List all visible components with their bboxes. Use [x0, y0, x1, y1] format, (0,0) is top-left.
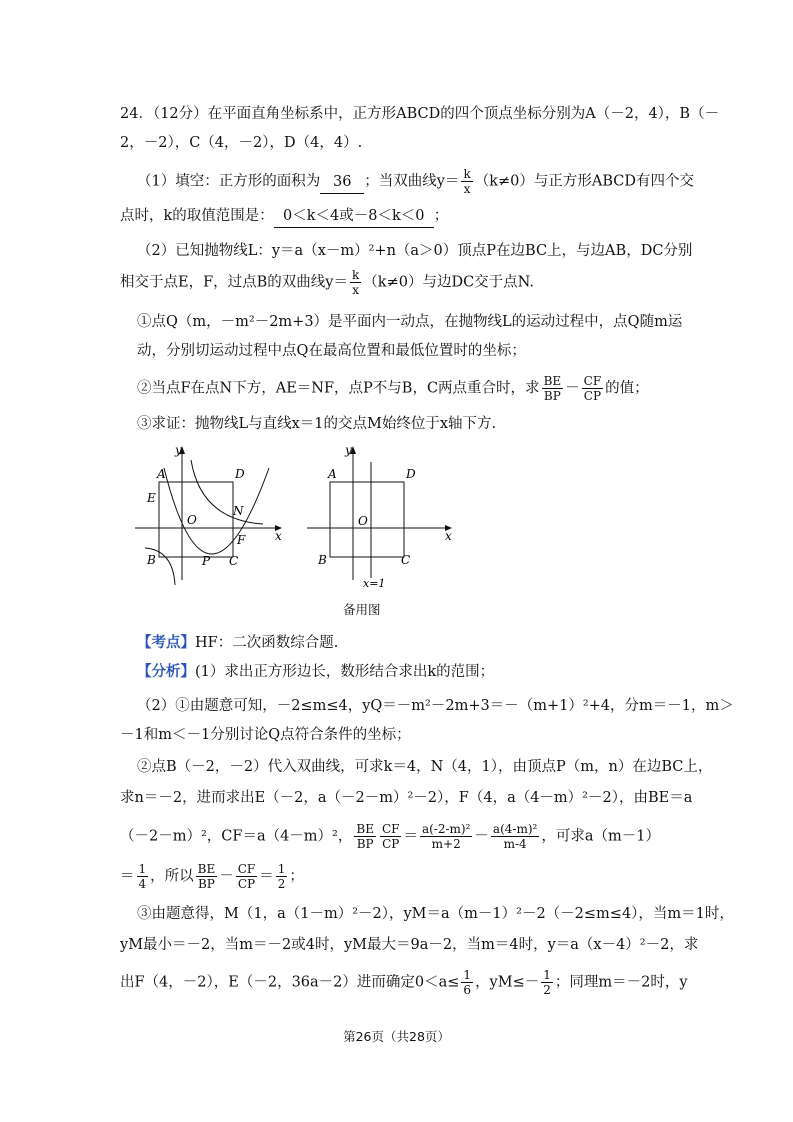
fenxi-text: (1）求出正方形边长，数形结合求出k的范围；: [195, 664, 495, 680]
a9-text-c: ；同理m＝－2时，y: [554, 974, 688, 991]
fraction-cf-cp: $\frac{CF}{CP}$: [583, 374, 602, 403]
minus-sign: －: [565, 380, 580, 397]
figure-caption: 备用图: [343, 602, 381, 617]
fig2-y-label: y: [345, 443, 352, 457]
a6-equals-2: ＝: [259, 868, 274, 885]
fig2-label-a: A: [328, 467, 337, 481]
fig2-line-label: x=1: [363, 577, 386, 590]
q1-text-d: 点时，k的取值范围是：: [120, 208, 274, 224]
sub-question-3: ③求证：抛物线L与直线x＝1的交点M始终位于x轴下方.: [137, 416, 497, 432]
analysis-line-3: ②点B（－2，－2）代入双曲线，可求k＝4，N（4，1），由顶点P（m，n）在边BC上，: [137, 759, 713, 775]
page-footer: 第26页（共28页）: [343, 1029, 450, 1044]
fig1-label-e: E: [147, 491, 156, 505]
fig2-x-label: x: [445, 529, 452, 543]
fraction-k-over-x-2: $\frac{k}{x}$: [352, 268, 360, 297]
q1-text-b: ；当双曲线y＝: [364, 173, 460, 190]
analysis-line-9: [120, 968, 688, 997]
problem-line-1: 24．（12分）在平面直角坐标系中，正方形ABCD的四个顶点坐标分别为A（－2，4），B（－: [120, 106, 720, 122]
a6-equals: ＝: [120, 868, 135, 885]
a5-text-c: ，可求a（m－1）: [541, 828, 660, 845]
question-2-line-1: （2）已知抛物线L：y＝a（x－m）²+n（a＞0）顶点P在边BC上，与边AB，DC分别: [137, 243, 693, 259]
q1-text-e: ；: [433, 208, 449, 224]
fig2-label-c: C: [401, 553, 411, 567]
fraction-cf-cp-3: $\frac{CF}{CP}$: [237, 862, 256, 891]
a6-semicolon: ；: [289, 868, 304, 885]
kaodian-line: [137, 632, 683, 654]
q1-text-a: （1）填空：正方形的面积为: [137, 173, 321, 190]
fraction-one-half-2: $\frac{1}{2}$: [543, 968, 551, 997]
s2-text-a: ②当点F在点N下方，AE＝NF，点P不与B，C两点重合时，求: [137, 380, 540, 397]
fig1-label-a: A: [157, 467, 166, 481]
a5-text-a: （－2－m）²，CF＝a（4－m）²，: [120, 828, 353, 845]
kaodian-tag: 【考点】: [137, 634, 195, 651]
figure-2: [305, 440, 465, 590]
fig2-label-d: D: [406, 467, 416, 481]
analysis-line-5: [120, 822, 683, 851]
fig1-label-n: N: [233, 504, 244, 518]
fraction-k-over-x: $\frac{k}{x}$: [463, 167, 471, 196]
fig1-label-c: C: [229, 554, 239, 568]
a9-text-b: ，yM≤－: [475, 974, 540, 991]
a6-minus: －: [219, 868, 234, 885]
sub-question-1-line-2: 动，分别切运动过程中点Q在最高位置和最低位置时的坐标；: [137, 343, 526, 359]
fraction-one-quarter: $\frac{1}{4}$: [138, 862, 147, 891]
fig2-label-b: B: [318, 553, 327, 567]
fig1-label-b: B: [147, 553, 156, 567]
q1-text-c: （k≠0）与正方形ABCD有四个交: [474, 173, 694, 190]
a9-text-a: 出F（4，－2），E（－2，36a－2）进而确定0＜a≤: [120, 974, 460, 991]
fenxi-tag: 【分析】: [137, 663, 195, 680]
q2-text-c: （k≠0）与边DC交于点N.: [363, 274, 535, 291]
figure-1: [135, 440, 295, 590]
k-range-answer: 0＜k＜4或－8＜k＜0: [274, 205, 434, 228]
sub-question-1-line-1: ①点Q（m，－m²－2m+3）是平面内一动点，在抛物线L的运动过程中，点Q随m运: [137, 314, 683, 330]
fenxi-line: [137, 661, 683, 683]
area-answer: 36: [320, 171, 364, 194]
analysis-line-8: yM最小＝－2，当m＝－2或4时，yM最大＝9a－2，当m＝4时，y＝a（x－4）²－2，求: [120, 937, 699, 953]
sub-question-2: [137, 374, 683, 403]
s2-text-b: 的值；: [605, 380, 649, 397]
fig1-label-f: F: [237, 533, 246, 547]
fig1-label-o: O: [187, 513, 197, 527]
fraction-one-half: $\frac{1}{2}$: [277, 862, 286, 891]
a6-text-b: ，所以: [150, 868, 194, 885]
problem-line-2: 2，－2），C（4，－2），D（4，4）.: [120, 135, 363, 151]
q2-text-b: 相交于点E，F，过点B的双曲线y＝: [120, 274, 348, 291]
analysis-line-7: ③由题意得，M（1，a（1－m）²－2），yM＝a（m－1）²－2（－2≤m≤4），当m＝1时，: [137, 906, 734, 922]
fraction-a-m-minus-4: $\frac{\text{a(4-m)²}}{m-4}$: [492, 822, 538, 851]
a5-minus: －: [474, 828, 489, 845]
analysis-line-1: （2）①由题意可知，－2≤m≤4，yQ＝－m²－2m+3＝－（m+1）²+4，分m＝－1，m＞: [137, 698, 734, 714]
fig1-label-p: P: [202, 554, 211, 568]
fig1-label-d: D: [235, 467, 245, 481]
fraction-be-bp: $\frac{BE}{BP}$: [543, 374, 562, 403]
fig1-y-label: y: [175, 443, 182, 457]
analysis-line-2: －1和m＜－1分别讨论Q点符合条件的坐标；: [120, 727, 411, 743]
question-1-line-2: [120, 205, 683, 228]
fig2-label-o: O: [358, 514, 368, 528]
fraction-be-bp-2: $\frac{BE}{BP}$: [356, 822, 374, 851]
kaodian-text: HF：二次函数综合题.: [195, 635, 339, 651]
question-1-line-1: [137, 167, 694, 196]
fraction-one-sixth: $\frac{1}{6}$: [463, 968, 472, 997]
fraction-cf-cp-2: $\frac{CF}{CP}$: [381, 822, 400, 851]
fraction-be-bp-3: $\frac{BE}{BP}$: [197, 862, 216, 891]
fraction-a-m-plus-2: $\frac{\text{a(-2-m)²}}{m+2}$: [421, 822, 471, 851]
question-2-line-2: [120, 268, 683, 297]
analysis-line-4: 求n＝－2，进而求出E（－2，a（－2－m）²－2），F（4，a（4－m）²－2），由BE＝a: [120, 790, 693, 806]
analysis-line-6: [120, 862, 683, 891]
a5-equals: ＝: [403, 828, 418, 845]
fig1-x-label: x: [275, 529, 282, 543]
